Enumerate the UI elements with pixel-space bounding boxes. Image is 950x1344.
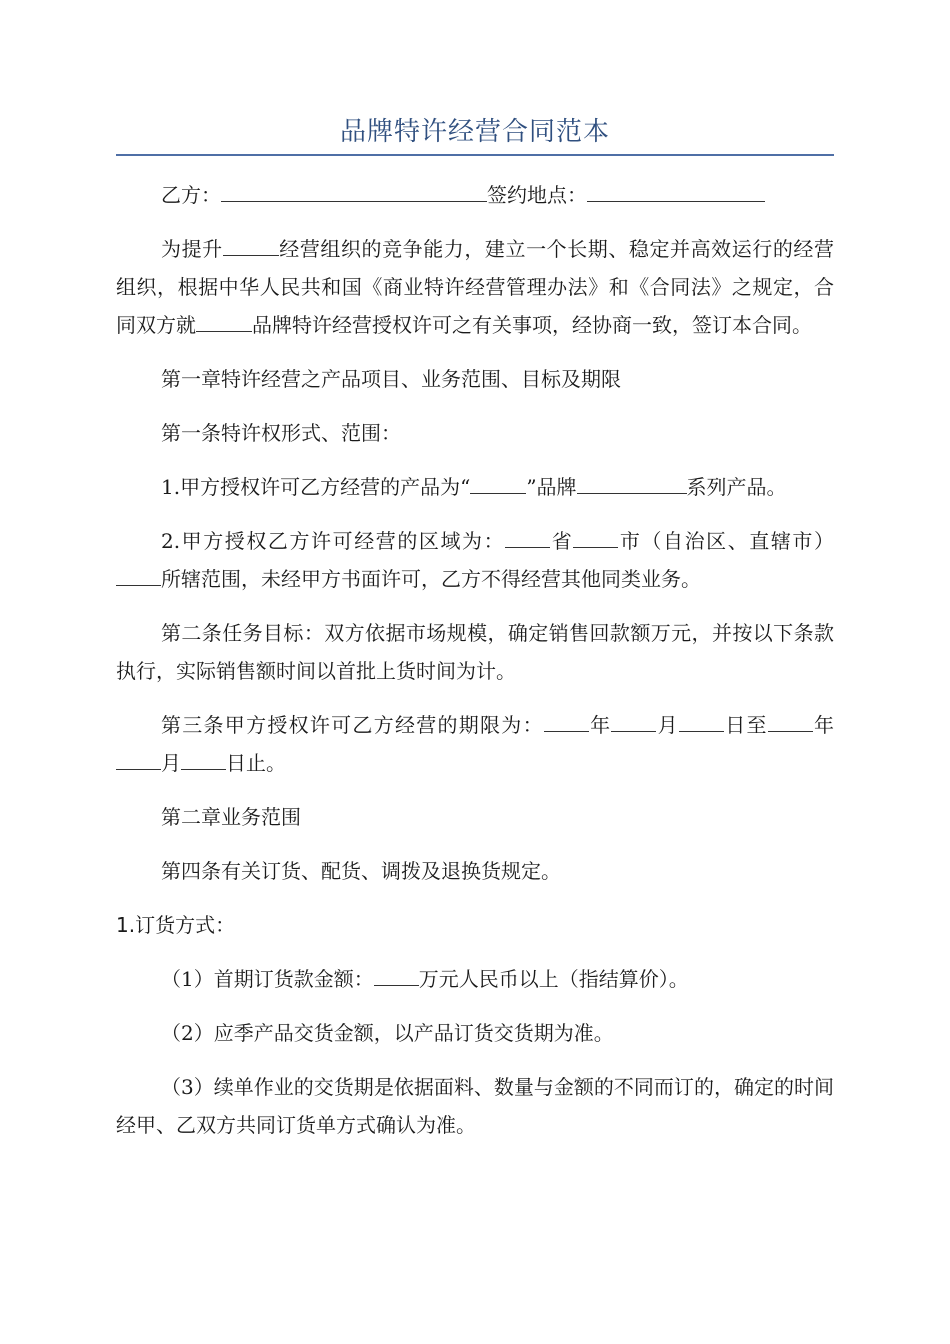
article-4: 第四条有关订货、配货、调拨及退换货规定。 — [161, 859, 561, 883]
item-1: 1.甲方授权许可乙方经营的产品为“ ”品牌 系列产品。 — [161, 475, 787, 499]
order-item-2: （2）应季产品交货金额，以产品订货交货期为准。 — [161, 1021, 614, 1045]
order-item-3: （3）续单作业的交货期是依据面料、数量与金额的不同而订的，确定的时间经甲、乙双方共同订货单方式确认为准。 — [116, 1075, 834, 1137]
chapter-2-heading: 第二章业务范围 — [161, 805, 301, 829]
start-month-blank — [611, 711, 656, 732]
chapter-1-heading: 第一章特许经营之产品项目、业务范围、目标及期限 — [161, 367, 621, 391]
end-year-blank — [768, 711, 813, 732]
item-2: 2.甲方授权乙方许可经营的区域为： 省 市（自治区、直辖市）所辖范围，未经甲方书面许可，乙方不得经营其他同类业务。 — [116, 522, 834, 598]
document-title: 品牌特许经营合同范本 — [339, 117, 610, 147]
order-method: 1.订货方式： — [116, 913, 236, 937]
series-blank — [577, 473, 687, 494]
document-body — [116, 176, 834, 1160]
party-b-blank — [221, 181, 487, 202]
brand-blank — [196, 311, 252, 332]
article-3: 第三条甲方授权许可乙方经营的期限为： 年 月 日至 年月 日止。 — [116, 706, 834, 782]
start-day-blank — [679, 711, 724, 732]
city-blank — [573, 527, 618, 548]
intro-paragraph: 为提升 经营组织的竞争能力，建立一个长期、稳定并高效运行的经营组织，根据中华人民共和国《商业特许经营管理办法》和《合同法》之规定，合同双方就 品牌特许经营授权许可之有关事项，经协商一致，签订本合同。 — [116, 237, 835, 337]
end-month-blank — [116, 749, 161, 770]
document-page — [116, 0, 834, 1344]
product-blank — [470, 473, 526, 494]
title-underline — [116, 154, 834, 156]
article-1: 第一条特许权形式、范围： — [161, 421, 401, 445]
order-item-1: （1）首期订货款金额： 万元人民币以上（指结算价）。 — [161, 967, 689, 991]
article-2: 第二条任务目标：双方依据市场规模，确定销售回款额万元，并按以下条款执行，实际销售额时间以首批上货时间为计。 — [116, 621, 834, 683]
district-blank — [116, 565, 161, 586]
end-day-blank — [181, 749, 226, 770]
org-blank — [223, 235, 279, 256]
party-b-line: 乙方： 签约地点： — [116, 176, 834, 214]
first-order-amount-blank — [374, 965, 419, 986]
sign-place-blank — [587, 181, 765, 202]
province-blank — [505, 527, 550, 548]
start-year-blank — [544, 711, 589, 732]
